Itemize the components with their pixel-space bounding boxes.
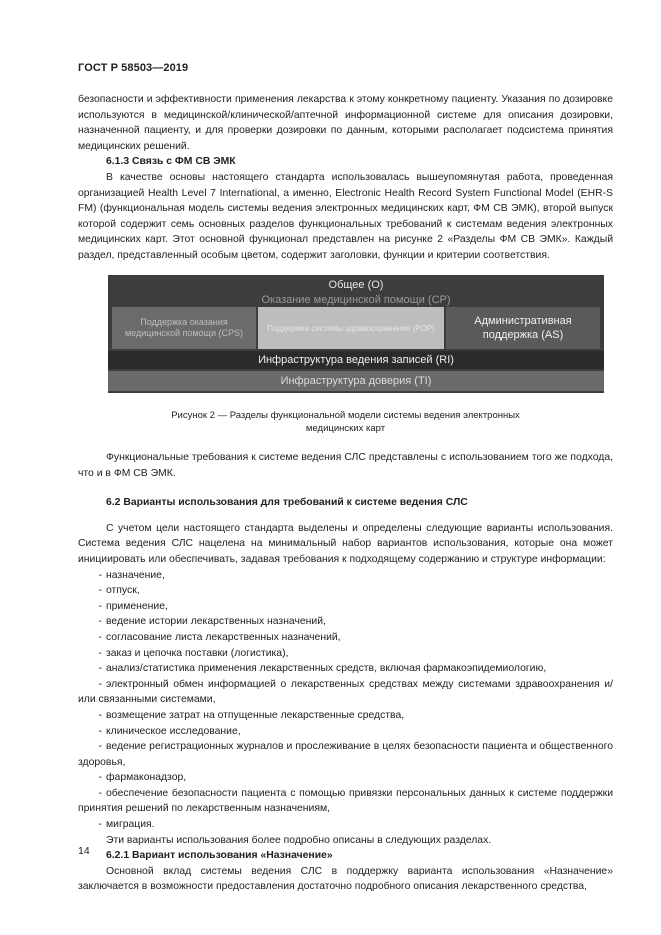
- figure-admin-line2: поддержка (AS): [482, 329, 564, 341]
- page-number: 14: [78, 845, 90, 857]
- section-613-paragraph: В качестве основы настоящего стандарта использовалась вышеупомянутая работа, проведенная организацией Health Level 7 International, а именно, Electronic Health Record System Functional Model (EHR-S FM) (функциональная модель системы ведения электронных медицинских карт, ФМ СВ ЭМК), второй выпуск которой содержит семь основных разделов функциональных требований к системам ведения электронных медицинских карт. Этот основной функционал представлен на рисунке 2 «Разделы ФМ СВ ЭМК». Каждый раздел, представленный особым цветом, содержит заголовки, функции и критерии соответствия.: [78, 171, 613, 261]
- figure-2-diagram: [108, 275, 604, 393]
- use-case-list: [78, 568, 613, 833]
- list-item: - согласование листа лекарственных назначений,: [98, 631, 341, 643]
- figure-section-record-infrastructure: Инфраструктура ведения записей (RI): [108, 351, 604, 369]
- figure-section-care-provision: Оказание медицинской помощи (CP): [261, 294, 451, 306]
- section-621-heading: 6.2.1 Вариант использования «Назначение»: [106, 850, 333, 862]
- list-item: - миграция.: [98, 819, 155, 831]
- figure-caption-line1: Рисунок 2 — Разделы функциональной модели системы ведения электронных: [171, 410, 520, 421]
- section-62-paragraph: С учетом цели настоящего стандарта выделены и определены следующие варианты использования. Система ведения СЛС нацелена на минимальный набор вариантов использования, которые она может инициировать или обеспечивать, задавая требования к подходящему содержанию и структуре информации:: [78, 522, 613, 565]
- list-item: - назначение,: [98, 569, 165, 581]
- list-item: - фармаконадзор,: [98, 772, 187, 784]
- intro-block: [78, 92, 613, 264]
- figure-section-trust-infrastructure: Инфраструктура доверия (TI): [108, 371, 604, 391]
- figure-section-cps: Поддержка оказания медицинской помощи (CPS): [112, 307, 256, 349]
- figure-admin-line1: Административная: [474, 315, 572, 327]
- figure-section-general: Общее (O): [328, 279, 384, 291]
- intro-paragraph: безопасности и эффективности применения лекарства к этому конкретному пациенту. Указания по дозировке используются в медицинской/клинической/аптечной информационной системе для описания дозировки, назначенной пациенту, и для проверки дозировки по данным, которыми располагает подсистема принятия медицинских решений.: [78, 94, 613, 152]
- list-item: - клиническое исследование,: [98, 725, 241, 737]
- section-62-heading: 6.2 Варианты использования для требований к системе ведения СЛС: [106, 497, 468, 509]
- list-item: - обеспечение безопасности пациента с помощью привязки персональных данных к системе поддержки принятия решений по лекарственным назначениям,: [78, 787, 613, 815]
- list-item: - электронный обмен информацией о лекарственных средствах между системами здравоохранения и/или связанными системами,: [78, 678, 613, 706]
- main-block: [78, 450, 613, 895]
- figure-section-admin: [446, 307, 600, 349]
- list-item: - применение,: [98, 600, 168, 612]
- figure-section-pop: Поддержка системы здравоохранения (POP): [258, 307, 444, 349]
- list-item: - ведение истории лекарственных назначений,: [98, 616, 326, 628]
- section-62-closing: Эти варианты использования более подробно описаны в следующих разделах.: [106, 834, 492, 846]
- list-item: - возмещение затрат на отпущенные лекарственные средства,: [98, 709, 405, 721]
- list-item: - ведение регистрационных журналов и прослеживание в целях безопасности пациента и общественного здоровья,: [78, 741, 613, 768]
- section-621-paragraph: Основной вклад системы ведения СЛС в поддержку варианта использования «Назначение» заключается в возможности предоставления достаточно подробного описания лекарственного средства,: [78, 865, 613, 893]
- figure-caption-line2: медицинских карт: [305, 423, 386, 434]
- list-item: - заказ и цепочка поставки (логистика),: [98, 647, 289, 659]
- section-613-heading: 6.1.3 Связь с ФМ СВ ЭМК: [106, 156, 236, 168]
- list-item: - анализ/статистика применения лекарственных средств, включая фармакоэпидемиологию,: [98, 663, 547, 675]
- after-figure-paragraph: Функциональные требования к системе ведения СЛС представлены с использованием того же подхода, что и в ФМ СВ ЭМК.: [78, 452, 613, 479]
- list-item: - отпуск,: [98, 585, 140, 597]
- figure-caption: [78, 409, 613, 435]
- document-header: ГОСТ Р 58503—2019: [78, 62, 189, 74]
- figure-middle-row: [108, 307, 604, 349]
